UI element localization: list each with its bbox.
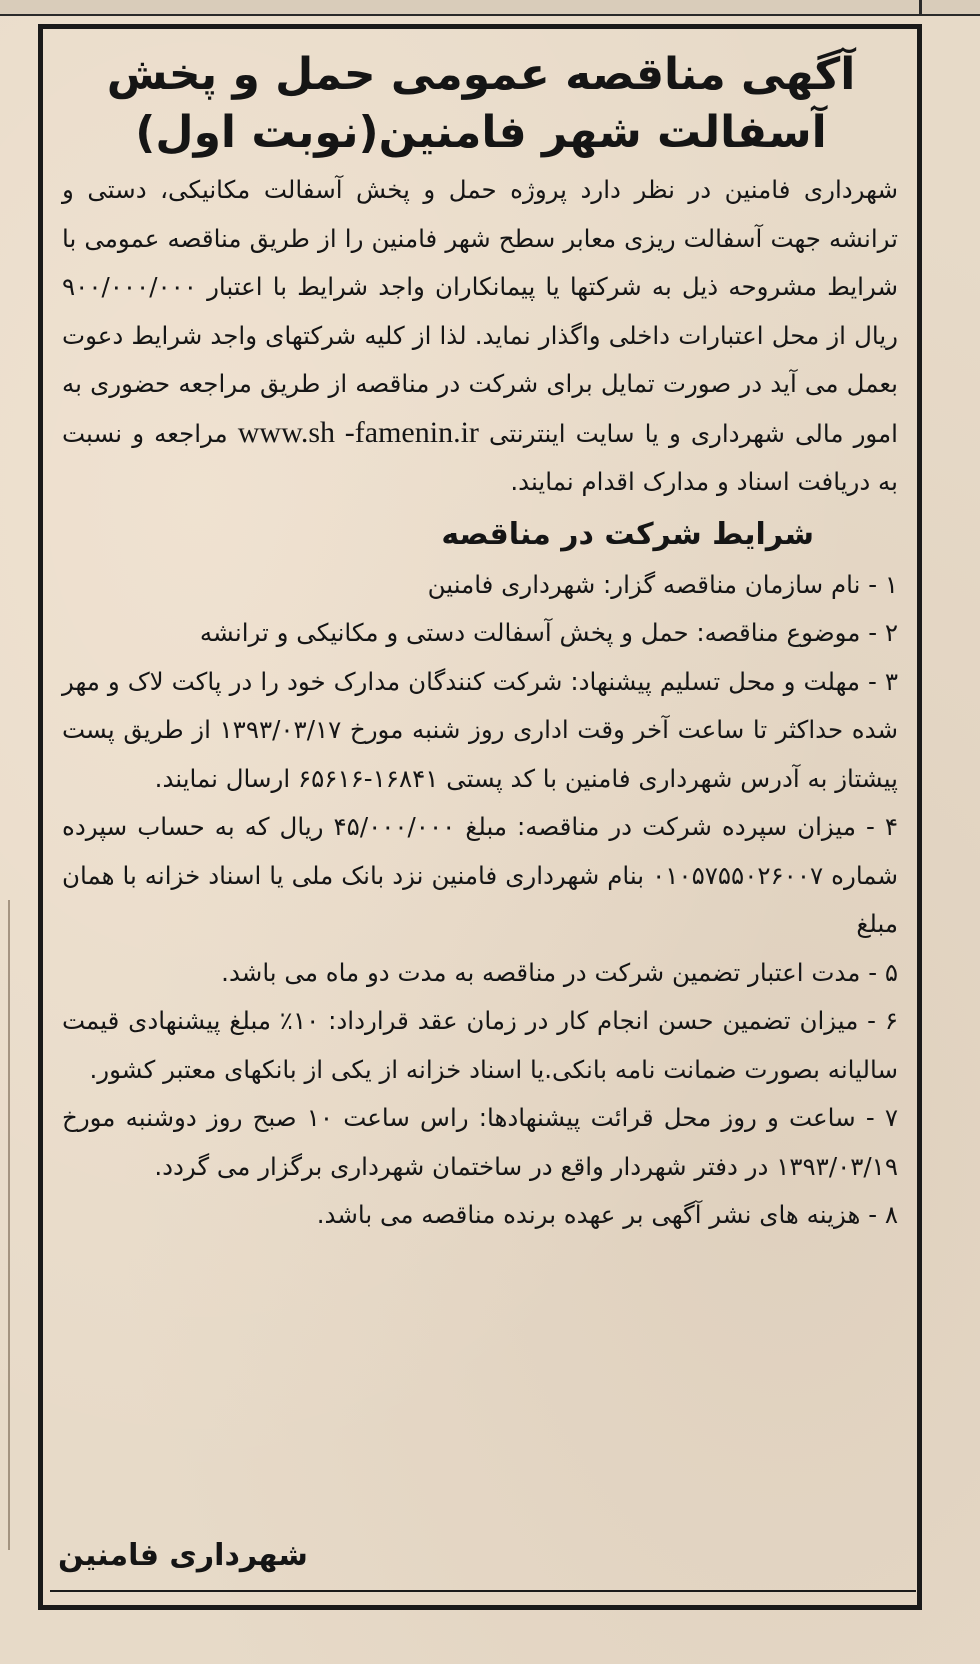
frame-inner-rule [50, 1590, 916, 1592]
title-line-2: آسفالت شهر فامنین(نوبت اول) [135, 107, 827, 158]
website-url: www.sh -famenin.ir [237, 415, 479, 449]
condition-item: ۱ - نام سازمان مناقصه گزار: شهرداری فامنین [427, 569, 898, 599]
intro-paragraph [58, 166, 904, 507]
previous-column-edge [0, 0, 980, 16]
signature: شهرداری فامنین [58, 1538, 308, 1573]
condition-item: ۷ - ساعت و روز محل قرائت پیشنهادها: راس ساعت ۱۰ صبح روز دوشنبه مورخ ۱۳۹۳/۰۳/۱۹ در دفتر شهردار واقع در ساختمان شهرداری برگزار می گردد. [62, 1103, 898, 1181]
notice-content [58, 40, 904, 1590]
title-line-1: آگهی مناقصه عمومی حمل و پخش [106, 49, 856, 100]
condition-item: ۴ - میزان سپرده شرکت در مناقصه: مبلغ ۴۵/۰۰۰/۰۰۰ ریال که به حساب سپرده شماره ۰۱۰۵۷۵۵۰۲۶۰۰۷ بنام شهرداری فامنین نزد بانک ملی یا اسناد خزانه با همان مبلغ [62, 812, 899, 938]
intro-closing-text: مراجعه و نسبت به دریافت اسناد و مدارک اقدام نمایند. [62, 418, 898, 496]
paper-fold-line [8, 900, 10, 1550]
conditions-heading: شرایط شرکت در مناقصه [441, 516, 814, 552]
intro-text: شهرداری فامنین در نظر دارد پروژه حمل و پخش آسفالت مکانیکی، دستی و ترانشه جهت آسفالت ریزی معابر سطح شهر فامنین را از طریق مناقصه عمومی با شرایط مشروحه ذیل به شرکتها یا پیمانکاران واجد شرایط با اعتبار ۹۰۰/۰۰۰/۰۰۰ ریال از محل اعتبارات داخلی واگذار نماید. لذا از کلیه شرکتهای واجد شرایط دعوت بعمل می آید در صورت تمایل برای شرکت در مناقصه از طریق مراجعه حضوری به امور مالی شهرداری و یا سایت اینترنتی [62, 175, 898, 448]
condition-item: ۶ - میزان تضمین حسن انجام کار در زمان عقد قرارداد: ۱۰٪ مبلغ پیشنهادی قیمت سالیانه بصورت ضمانت نامه بانکی.یا اسناد خزانه از یکی از بانکهای معتبر کشور. [62, 1006, 898, 1084]
conditions-list [58, 561, 904, 1240]
column-divider [919, 0, 922, 14]
condition-item: ۳ - مهلت و محل تسلیم پیشنهاد: شرکت کنندگان مدارک خود را در پاکت لاک و مهر شده حداکثر تا ساعت آخر وقت اداری روز شنبه مورخ ۱۳۹۳/۰۳/۱۷ از طریق پست پیشتاز به آدرس شهرداری فامنین با کد پستی ۱۶۸۴۱-۶۵۶۱۶ ارسال نمایند. [62, 666, 898, 793]
condition-item: ۲ - موضوع مناقصه: حمل و پخش آسفالت دستی و مکانیکی و ترانشه [199, 618, 898, 647]
condition-item: ۸ - هزینه های نشر آگهی بر عهده برنده مناقصه می باشد. [316, 1200, 898, 1229]
notice-title [58, 46, 904, 162]
condition-item: ۵ - مدت اعتبار تضمین شرکت در مناقصه به مدت دو ماه می باشد. [221, 957, 898, 987]
